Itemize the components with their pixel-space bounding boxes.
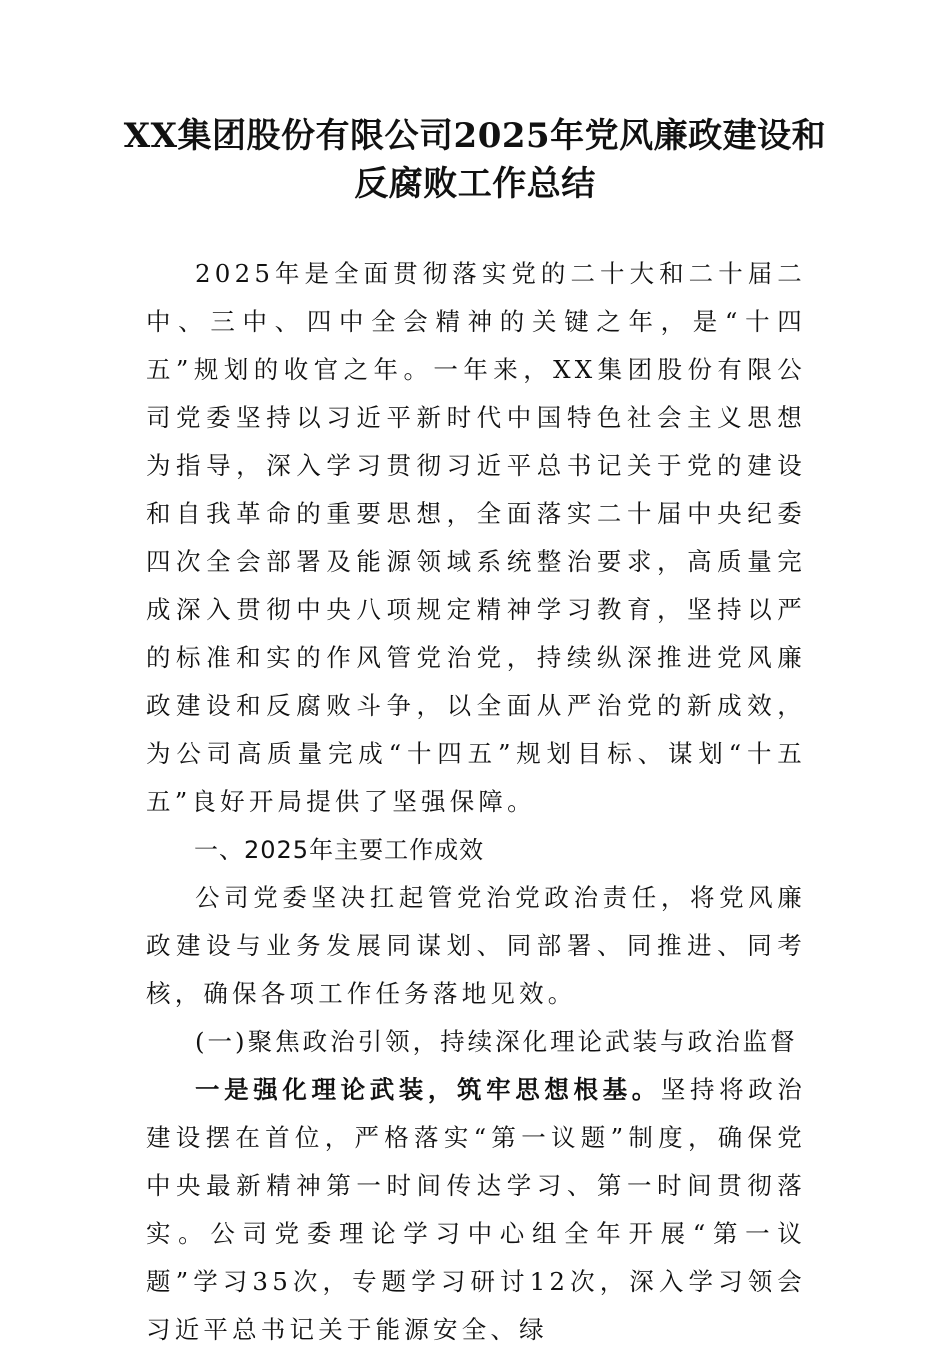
intro-paragraph: 2025年是全面贯彻落实党的二十大和二十届二中、三中、四中全会精神的关键之年，是“十四五”规划的收官之年。一年来，XX集团股份有限公司党委坚持以习近平新时代中国特色社会主义思想为指导，深入学习贯彻习近平总书记关于党的建设和自我革命的重要思想，全面落实二十届中央纪委四次全会部署及能源领域系统整治要求，高质量完成深入贯彻中央八项规定精神学习教育，坚持以严的标准和实的作风管党治党，持续纵深推进党风廉政建设和反腐败斗争，以全面从严治党的新成效，为公司高质量完成“十四五”规划目标、谋划“十五五”良好开局提供了坚强保障。 bbox=[146, 259, 806, 816]
item-1-lead: 一是强化理论武装，筑牢思想根基。 bbox=[195, 1075, 661, 1104]
document-title: XX集团股份有限公司2025年党风廉政建设和反腐败工作总结 bbox=[123, 116, 827, 204]
item-1-paragraph bbox=[146, 1066, 806, 1354]
item-1-text: 坚持将政治建设摆在首位，严格落实“第一议题”制度，确保党中央最新精神第一时间传达学习、第一时间贯彻落实。公司党委理论学习中心组全年开展“第一议题”学习35次，专题学习研讨12次，深入学习领会习近平总书记关于能源安全、绿 bbox=[146, 1075, 807, 1344]
subsection-1-heading: (一)聚焦政治引领，持续深化理论武装与政治监督 bbox=[195, 1027, 798, 1056]
section-1-paragraph: 公司党委坚决扛起管党治党政治责任，将党风廉政建设与业务发展同谋划、同部署、同推进、同考核，确保各项工作任务落地见效。 bbox=[146, 883, 806, 1008]
document-body bbox=[146, 250, 806, 1354]
section-1-heading: 一、2025年主要工作成效 bbox=[194, 836, 485, 864]
